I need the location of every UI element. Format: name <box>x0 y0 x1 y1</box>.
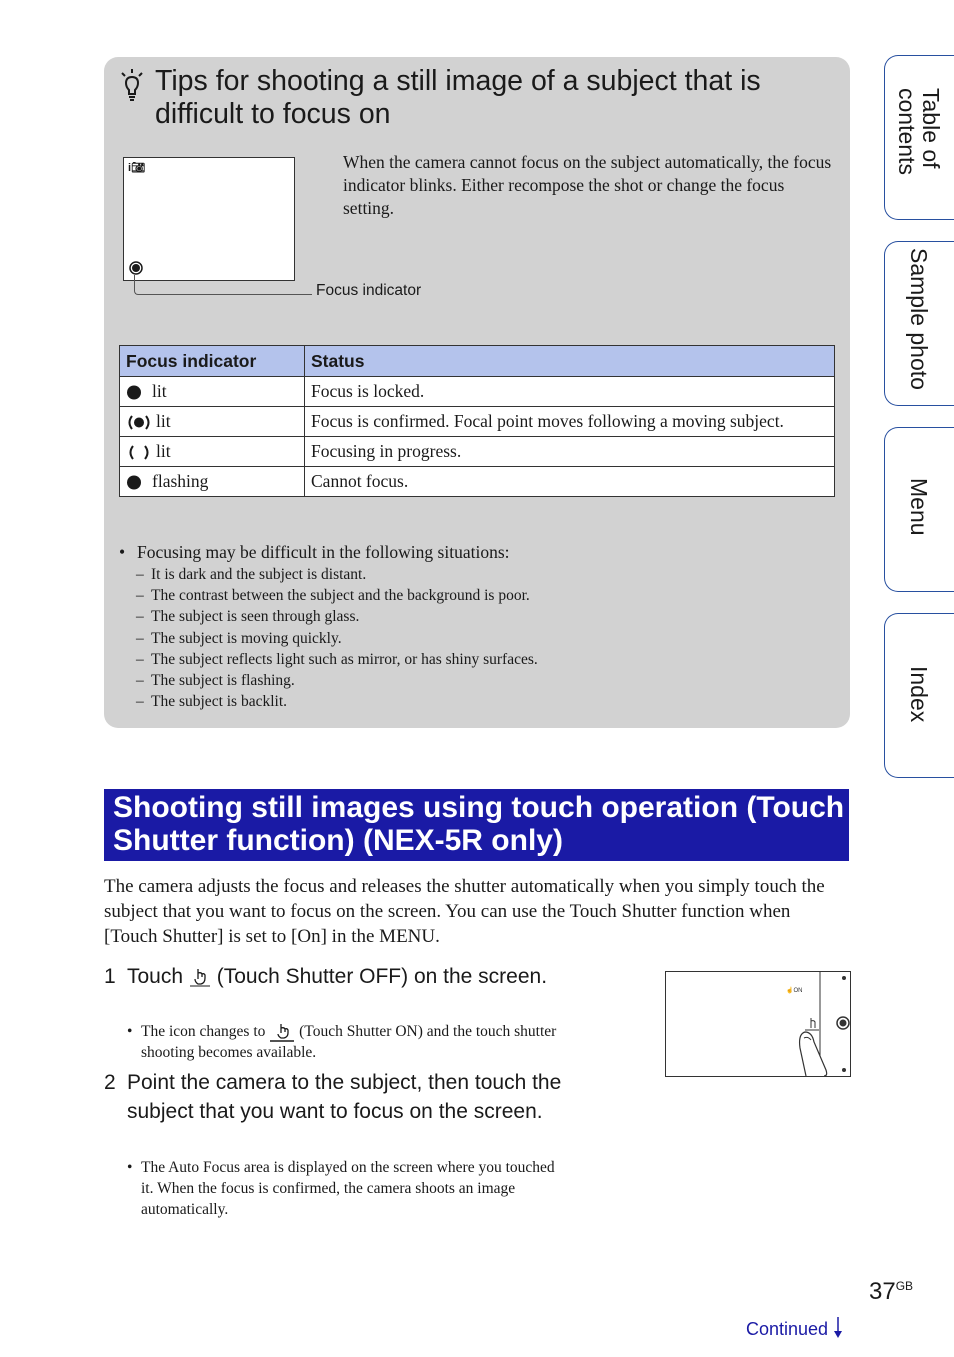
section-heading <box>104 789 849 861</box>
tab-label: Table of contents <box>894 88 944 175</box>
tab-menu[interactable] <box>884 427 954 592</box>
tab-index[interactable] <box>884 613 954 778</box>
status-cell: Focus is confirmed. Focal point moves following a moving subject. <box>305 407 835 437</box>
step-2-note: • The Auto Focus area is displayed on the screen where you touched it. When the focus is confirmed, the camera shoots an image automatically. <box>127 1157 567 1220</box>
table-row <box>120 377 835 407</box>
step-1 <box>104 962 584 1020</box>
focus-indicator-label: Focus indicator <box>316 282 422 299</box>
solid-dot-icon <box>126 384 148 401</box>
brackets-icon <box>126 444 152 461</box>
auto-camera-icon: i📷︎ <box>128 162 146 174</box>
step-text-pre: Touch <box>127 965 184 988</box>
focus-status-table <box>119 345 835 497</box>
status-cell: Focus is locked. <box>305 377 835 407</box>
touch-screen-illustration <box>665 971 851 1077</box>
tips-title: Tips for shooting a still image of a subject that is difficult to focus on <box>155 65 761 130</box>
intro-paragraph: The camera adjusts the focus and releases the shutter automatically when you simply touch the subject that you want to focus on the screen. You can use the Touch Shutter function when [Touch Shutter] is set to [On] in the MENU. <box>104 876 825 947</box>
situations-intro: • Focusing may be difficult in the following situations: <box>119 541 839 564</box>
table-row <box>120 407 835 437</box>
page-number <box>869 1278 913 1306</box>
step-text-post: (Touch Shutter OFF) on the screen. <box>216 965 548 988</box>
tip-bulb-icon <box>118 67 146 101</box>
indicator-state: lit <box>156 411 171 431</box>
difficult-situations <box>119 541 839 712</box>
tab-label: Sample photo <box>906 248 932 390</box>
note-text: The Auto Focus area is displayed on the screen where you touched it. When the focus is confirmed, the camera shoots an image automatically. <box>141 1159 555 1218</box>
camera-finger-drawing <box>666 972 850 1076</box>
indicator-state: lit <box>152 381 167 401</box>
table-row <box>120 467 835 497</box>
tips-box <box>104 57 850 728</box>
note-pre: The icon changes to <box>141 1023 266 1040</box>
touch-shutter-off-icon <box>189 966 211 988</box>
list-item: – The subject is moving quickly. <box>119 628 839 649</box>
tab-label: Menu <box>906 478 932 536</box>
focus-indicator-callout-line <box>134 275 312 295</box>
indicator-state: lit <box>156 441 171 461</box>
section-title: Shooting still images using touch operation (Touch Shutter function) (NEX-5R only) <box>113 791 845 857</box>
tab-table-of-contents[interactable] <box>884 55 954 220</box>
page-number-value: 37 <box>869 1278 896 1305</box>
step-1-note: • The icon changes to (Touch Shutter ON) and the touch shutter shooting becomes available. <box>127 1023 557 1062</box>
list-item: – The subject is flashing. <box>119 670 839 691</box>
svg-text:☝ON: ☝ON <box>786 988 803 994</box>
note-post: (Touch Shutter ON) and the touch shutter shooting becomes available. <box>141 1023 557 1062</box>
tab-sample-photo[interactable] <box>884 241 954 406</box>
table-header-indicator: Focus indicator <box>120 346 305 377</box>
camera-screen-illustration <box>123 157 295 281</box>
dot-with-brackets-icon <box>126 414 152 431</box>
situations-list <box>119 564 839 712</box>
list-item: – It is dark and the subject is distant. <box>119 564 839 585</box>
step-number: 2 <box>104 1071 116 1094</box>
step-number: 1 <box>104 965 116 988</box>
status-cell: Focusing in progress. <box>305 437 835 467</box>
arrow-down-icon <box>833 1317 843 1339</box>
table-header-status: Status <box>305 346 835 377</box>
status-cell: Cannot focus. <box>305 467 835 497</box>
page-number-suffix: GB <box>895 1279 914 1293</box>
solid-dot-icon <box>126 474 148 491</box>
list-item: – The subject is backlit. <box>119 691 839 712</box>
list-item: – The subject is seen through glass. <box>119 606 839 627</box>
step-text: Point the camera to the subject, then touch the subject that you want to focus on the screen. <box>127 1071 562 1123</box>
tips-description: When the camera cannot focus on the subject automatically, the focus indicator blinks. Either recompose the shot or change the focus setting. <box>343 152 832 218</box>
list-item: – The subject reflects light such as mirror, or has shiny surfaces. <box>119 649 839 670</box>
step-2 <box>104 1068 584 1156</box>
touch-shutter-on-icon <box>269 1022 295 1042</box>
continued-link[interactable] <box>746 1317 843 1340</box>
step-text <box>127 962 567 991</box>
table-row <box>120 437 835 467</box>
focus-indicator-icon <box>129 261 143 275</box>
list-item: – The contrast between the subject and the background is poor. <box>119 585 839 606</box>
indicator-state: flashing <box>152 471 209 491</box>
continued-label: Continued <box>746 1319 829 1339</box>
tab-label: Index <box>906 666 932 723</box>
